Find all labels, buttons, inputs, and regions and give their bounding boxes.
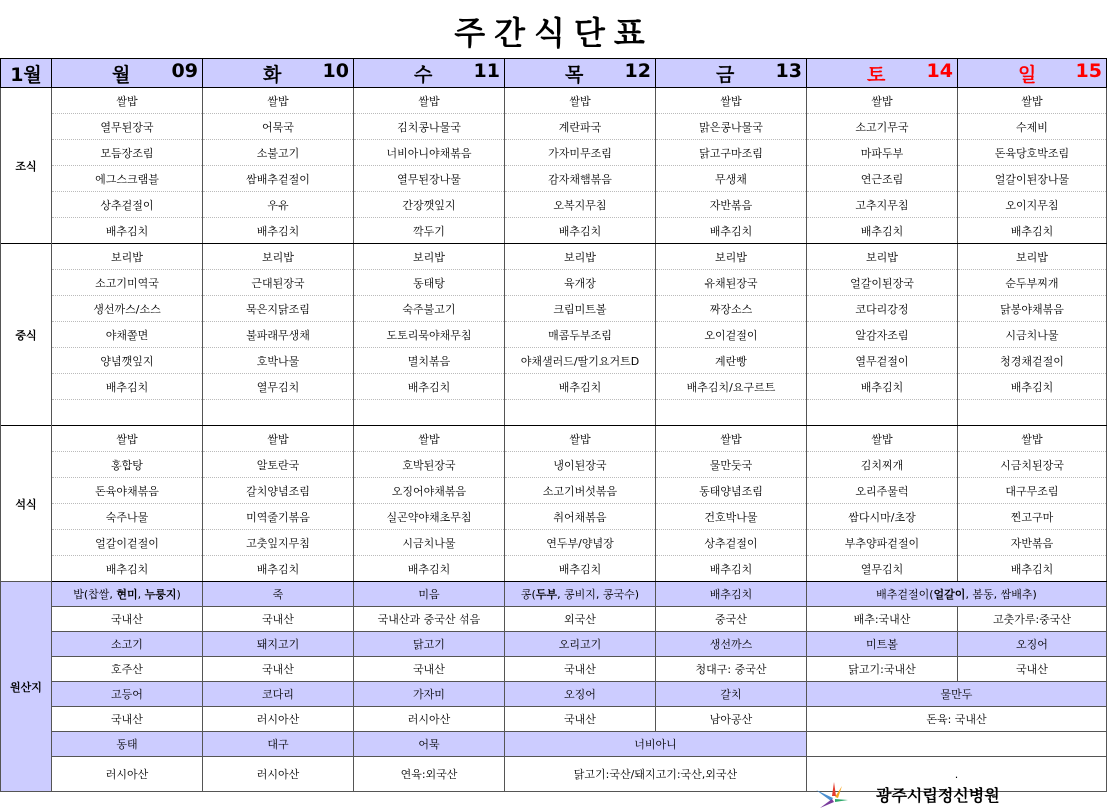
origin-item: 국내산 (958, 657, 1107, 682)
menu-item: 자반볶음 (656, 192, 807, 218)
origin-item: 어묵 (354, 732, 505, 757)
menu-item (958, 400, 1107, 426)
origin-item: 가자미 (354, 682, 505, 707)
menu-item: 열무김치 (203, 374, 354, 400)
menu-item: 상추겉절이 (52, 192, 203, 218)
origin-item: 국내산 (505, 657, 656, 682)
origin-item: 소고기 (52, 632, 203, 657)
menu-item: 배추김치 (505, 556, 656, 582)
menu-item: 알토란국 (203, 452, 354, 478)
menu-item: 순두부찌개 (958, 270, 1107, 296)
origin-item: 배추:국내산 (807, 607, 958, 632)
day-date: 09 (171, 59, 198, 82)
menu-item: 배추김치 (656, 218, 807, 244)
origin-item: 닭고기:국산/돼지고기:국산,외국산 (505, 757, 807, 792)
menu-item: 연두부/양념장 (505, 530, 656, 556)
menu-item: 실곤약야채초무침 (354, 504, 505, 530)
menu-item: 육개장 (505, 270, 656, 296)
day-name: 일 (1018, 63, 1037, 86)
origin-text: 현미 (116, 588, 138, 601)
menu-item: 배추김치 (958, 218, 1107, 244)
menu-item: 배추김치 (52, 556, 203, 582)
origin-item: 고등어 (52, 682, 203, 707)
origin-item: 배추김치 (656, 582, 807, 607)
menu-item: 연근조림 (807, 166, 958, 192)
origin-text: , 콩비지, 콩국수) (557, 588, 640, 601)
origin-item: 연육:외국산 (354, 757, 505, 792)
menu-item: 대구무조림 (958, 478, 1107, 504)
meal-label: 석식 (1, 426, 52, 582)
menu-item: 마파두부 (807, 140, 958, 166)
day-header (52, 59, 203, 88)
menu-item: 동태탕 (354, 270, 505, 296)
origin-item: 중국산 (656, 607, 807, 632)
menu-item: 열무된장나물 (354, 166, 505, 192)
origin-item: . (807, 757, 1107, 792)
menu-item: 배추김치 (505, 218, 656, 244)
origin-item: 닭고기 (354, 632, 505, 657)
menu-item: 시금치나물 (958, 322, 1107, 348)
menu-item: 오리주물럭 (807, 478, 958, 504)
menu-item: 배추김치 (807, 374, 958, 400)
page-title: 주간식단표 (454, 14, 654, 52)
menu-item: 소불고기 (203, 140, 354, 166)
menu-item: 배추김치 (505, 374, 656, 400)
menu-item: 오복지무침 (505, 192, 656, 218)
day-date: 15 (1075, 59, 1102, 82)
origin-text: 배추겉절이( (876, 588, 934, 601)
menu-item: 건호박나물 (656, 504, 807, 530)
menu-item: 간장깻잎지 (354, 192, 505, 218)
menu-item: 자반볶음 (958, 530, 1107, 556)
menu-item: 오징어야채볶음 (354, 478, 505, 504)
origin-item: 생선까스 (656, 632, 807, 657)
menu-item: 홍합탕 (52, 452, 203, 478)
day-date: 13 (775, 59, 802, 82)
menu-item: 동태양념조림 (656, 478, 807, 504)
menu-item: 상추겉절이 (656, 530, 807, 556)
origin-item: 고춧가루:중국산 (958, 607, 1107, 632)
menu-item: 생선까스/소스 (52, 296, 203, 322)
menu-item: 크림미트볼 (505, 296, 656, 322)
menu-item: 배추김치 (203, 556, 354, 582)
origin-item: 러시아산 (354, 707, 505, 732)
menu-item: 수제비 (958, 114, 1107, 140)
menu-item: 쌈다시마/초장 (807, 504, 958, 530)
origin-item: 국내산 (52, 607, 203, 632)
menu-item: 양념깻잎지 (52, 348, 203, 374)
day-header (958, 59, 1107, 88)
month-cell (1, 59, 52, 88)
empty-cell (807, 732, 1107, 757)
origin-item (505, 582, 656, 607)
menu-item: 쌈배추겉절이 (203, 166, 354, 192)
day-date: 11 (473, 59, 500, 82)
origin-item: 국내산과 중국산 섞음 (354, 607, 505, 632)
menu-item: 오이겉절이 (656, 322, 807, 348)
day-header (656, 59, 807, 88)
menu-item: 배추김치/요구르트 (656, 374, 807, 400)
menu-item: 고춧잎지무침 (203, 530, 354, 556)
origin-item (807, 582, 1107, 607)
origin-item: 돈육: 국내산 (807, 707, 1107, 732)
menu-item: 에그스크램블 (52, 166, 203, 192)
day-name: 토 (867, 63, 886, 86)
menu-item: 야채쫄면 (52, 322, 203, 348)
day-name: 월 (112, 63, 131, 86)
menu-item: 시금치된장국 (958, 452, 1107, 478)
origin-item: 갈치 (656, 682, 807, 707)
day-header (807, 59, 958, 88)
menu-item: 묵은지닭조림 (203, 296, 354, 322)
origin-item: 돼지고기 (203, 632, 354, 657)
menu-item: 보리밥 (656, 244, 807, 270)
menu-item: 감자채햄볶음 (505, 166, 656, 192)
origin-text: 얼갈이 (933, 588, 966, 601)
day-date: 10 (322, 59, 349, 82)
menu-item: 오이지무침 (958, 192, 1107, 218)
menu-item: 냉이된장국 (505, 452, 656, 478)
menu-item: 돈육당호박조림 (958, 140, 1107, 166)
menu-item (52, 400, 203, 426)
menu-item: 보리밥 (505, 244, 656, 270)
origin-item: 너비아니 (505, 732, 807, 757)
menu-item: 열무김치 (807, 556, 958, 582)
menu-item: 부추양파겉절이 (807, 530, 958, 556)
origin-item: 외국산 (505, 607, 656, 632)
menu-table (0, 58, 1107, 792)
menu-item: 야채샐러드/딸기요거트D (505, 348, 656, 374)
origin-item: 러시아산 (52, 757, 203, 792)
menu-item: 쌀밥 (354, 426, 505, 452)
meal-label: 중식 (1, 244, 52, 426)
menu-item: 쌀밥 (203, 88, 354, 114)
menu-item: 소고기무국 (807, 114, 958, 140)
menu-item (354, 400, 505, 426)
menu-item: 쌀밥 (656, 426, 807, 452)
menu-item: 쌀밥 (656, 88, 807, 114)
menu-item: 유채된장국 (656, 270, 807, 296)
menu-item: 쌀밥 (52, 426, 203, 452)
meal-label: 조식 (1, 88, 52, 244)
origin-item: 오리고기 (505, 632, 656, 657)
menu-item: 깍두기 (354, 218, 505, 244)
menu-item: 청경채겉절이 (958, 348, 1107, 374)
menu-item: 너비아니야채볶음 (354, 140, 505, 166)
menu-item: 고추지무침 (807, 192, 958, 218)
menu-item: 배추김치 (354, 556, 505, 582)
origin-label: 원산지 (1, 582, 52, 792)
menu-item: 갈치양념조림 (203, 478, 354, 504)
origin-text: , (137, 588, 145, 601)
menu-item: 쌀밥 (203, 426, 354, 452)
menu-item: 소고기버섯볶음 (505, 478, 656, 504)
origin-text: 누룽지 (144, 588, 177, 601)
origin-item: 코다리 (203, 682, 354, 707)
menu-item: 무생채 (656, 166, 807, 192)
day-date: 14 (926, 59, 953, 82)
origin-item: 러시아산 (203, 757, 354, 792)
origin-item: 오징어 (958, 632, 1107, 657)
menu-item: 쌀밥 (52, 88, 203, 114)
menu-item: 가자미무조림 (505, 140, 656, 166)
menu-item: 열무겉절이 (807, 348, 958, 374)
menu-item: 보리밥 (354, 244, 505, 270)
origin-item: 미음 (354, 582, 505, 607)
menu-item: 어묵국 (203, 114, 354, 140)
day-header (203, 59, 354, 88)
menu-item: 맑은콩나물국 (656, 114, 807, 140)
menu-item: 김치찌개 (807, 452, 958, 478)
day-name: 수 (414, 63, 433, 86)
hospital-footer (812, 776, 1108, 811)
origin-item (52, 582, 203, 607)
menu-item: 배추김치 (958, 374, 1107, 400)
day-header (354, 59, 505, 88)
menu-item: 쌀밥 (505, 426, 656, 452)
menu-item: 호박나물 (203, 348, 354, 374)
origin-item: 국내산 (354, 657, 505, 682)
menu-item: 보리밥 (52, 244, 203, 270)
menu-item (807, 400, 958, 426)
day-name: 화 (263, 63, 282, 86)
origin-item: 국내산 (505, 707, 656, 732)
menu-item: 배추김치 (52, 218, 203, 244)
menu-item: 김치콩나물국 (354, 114, 505, 140)
menu-item: 쌀밥 (354, 88, 505, 114)
menu-item: 돈육야채볶음 (52, 478, 203, 504)
menu-item: 불파래무생채 (203, 322, 354, 348)
origin-text: 콩( (520, 588, 536, 601)
menu-item: 호박된장국 (354, 452, 505, 478)
origin-item: 러시아산 (203, 707, 354, 732)
menu-item: 소고기미역국 (52, 270, 203, 296)
day-header (505, 59, 656, 88)
menu-item: 얼갈이된장나물 (958, 166, 1107, 192)
origin-item: 대구 (203, 732, 354, 757)
menu-item: 쌀밥 (958, 426, 1107, 452)
origin-item: 닭고기:국내산 (807, 657, 958, 682)
menu-item: 쌀밥 (958, 88, 1107, 114)
menu-item: 보리밥 (958, 244, 1107, 270)
menu-item: 미역줄기볶음 (203, 504, 354, 530)
origin-text: ) (176, 588, 181, 601)
menu-item: 코다리강정 (807, 296, 958, 322)
menu-item: 열무된장국 (52, 114, 203, 140)
menu-item: 배추김치 (52, 374, 203, 400)
menu-item: 숙주나물 (52, 504, 203, 530)
menu-item: 물만둣국 (656, 452, 807, 478)
menu-item: 쌀밥 (807, 88, 958, 114)
origin-item: 오징어 (505, 682, 656, 707)
menu-item: 닭봉야채볶음 (958, 296, 1107, 322)
origin-item: 물만두 (807, 682, 1107, 707)
menu-item: 배추김치 (656, 556, 807, 582)
origin-text: , 봄동, 쌈배추) (965, 588, 1037, 601)
menu-item: 시금치나물 (354, 530, 505, 556)
month-label: 1월 (10, 63, 42, 86)
menu-item: 멸치볶음 (354, 348, 505, 374)
menu-item: 얼갈이겉절이 (52, 530, 203, 556)
hospital-name: 광주시립정신병원 (876, 786, 1000, 805)
menu-item: 모듬장조림 (52, 140, 203, 166)
menu-item: 우유 (203, 192, 354, 218)
day-date: 12 (624, 59, 651, 82)
menu-item: 숙주불고기 (354, 296, 505, 322)
menu-item: 매콤두부조림 (505, 322, 656, 348)
menu-item: 계란빵 (656, 348, 807, 374)
menu-item (656, 400, 807, 426)
menu-item: 도토리묵야채무침 (354, 322, 505, 348)
menu-item: 배추김치 (807, 218, 958, 244)
menu-item: 얼갈이된장국 (807, 270, 958, 296)
origin-item: 호주산 (52, 657, 203, 682)
origin-item: 미트볼 (807, 632, 958, 657)
origin-item: 죽 (203, 582, 354, 607)
origin-item: 남아공산 (656, 707, 807, 732)
menu-item: 취어채볶음 (505, 504, 656, 530)
menu-item: 배추김치 (354, 374, 505, 400)
day-name: 목 (565, 63, 584, 86)
menu-item: 배추김치 (958, 556, 1107, 582)
menu-item: 배추김치 (203, 218, 354, 244)
menu-item: 쌀밥 (505, 88, 656, 114)
origin-text: 밥(찹쌀, (73, 588, 117, 601)
menu-item: 알감자조림 (807, 322, 958, 348)
menu-item (505, 400, 656, 426)
menu-item (203, 400, 354, 426)
menu-item: 보리밥 (203, 244, 354, 270)
origin-item: 국내산 (203, 607, 354, 632)
origin-text: 두부 (535, 588, 558, 601)
menu-item: 계란파국 (505, 114, 656, 140)
hospital-logo-icon (812, 776, 852, 811)
menu-item: 찐고구마 (958, 504, 1107, 530)
menu-item: 짜장소스 (656, 296, 807, 322)
day-name: 금 (716, 63, 735, 86)
origin-item: 동태 (52, 732, 203, 757)
origin-item: 국내산 (52, 707, 203, 732)
menu-item: 근대된장국 (203, 270, 354, 296)
menu-item: 닭고구마조림 (656, 140, 807, 166)
menu-item: 보리밥 (807, 244, 958, 270)
origin-item: 청대구: 중국산 (656, 657, 807, 682)
origin-item: 국내산 (203, 657, 354, 682)
menu-item: 쌀밥 (807, 426, 958, 452)
